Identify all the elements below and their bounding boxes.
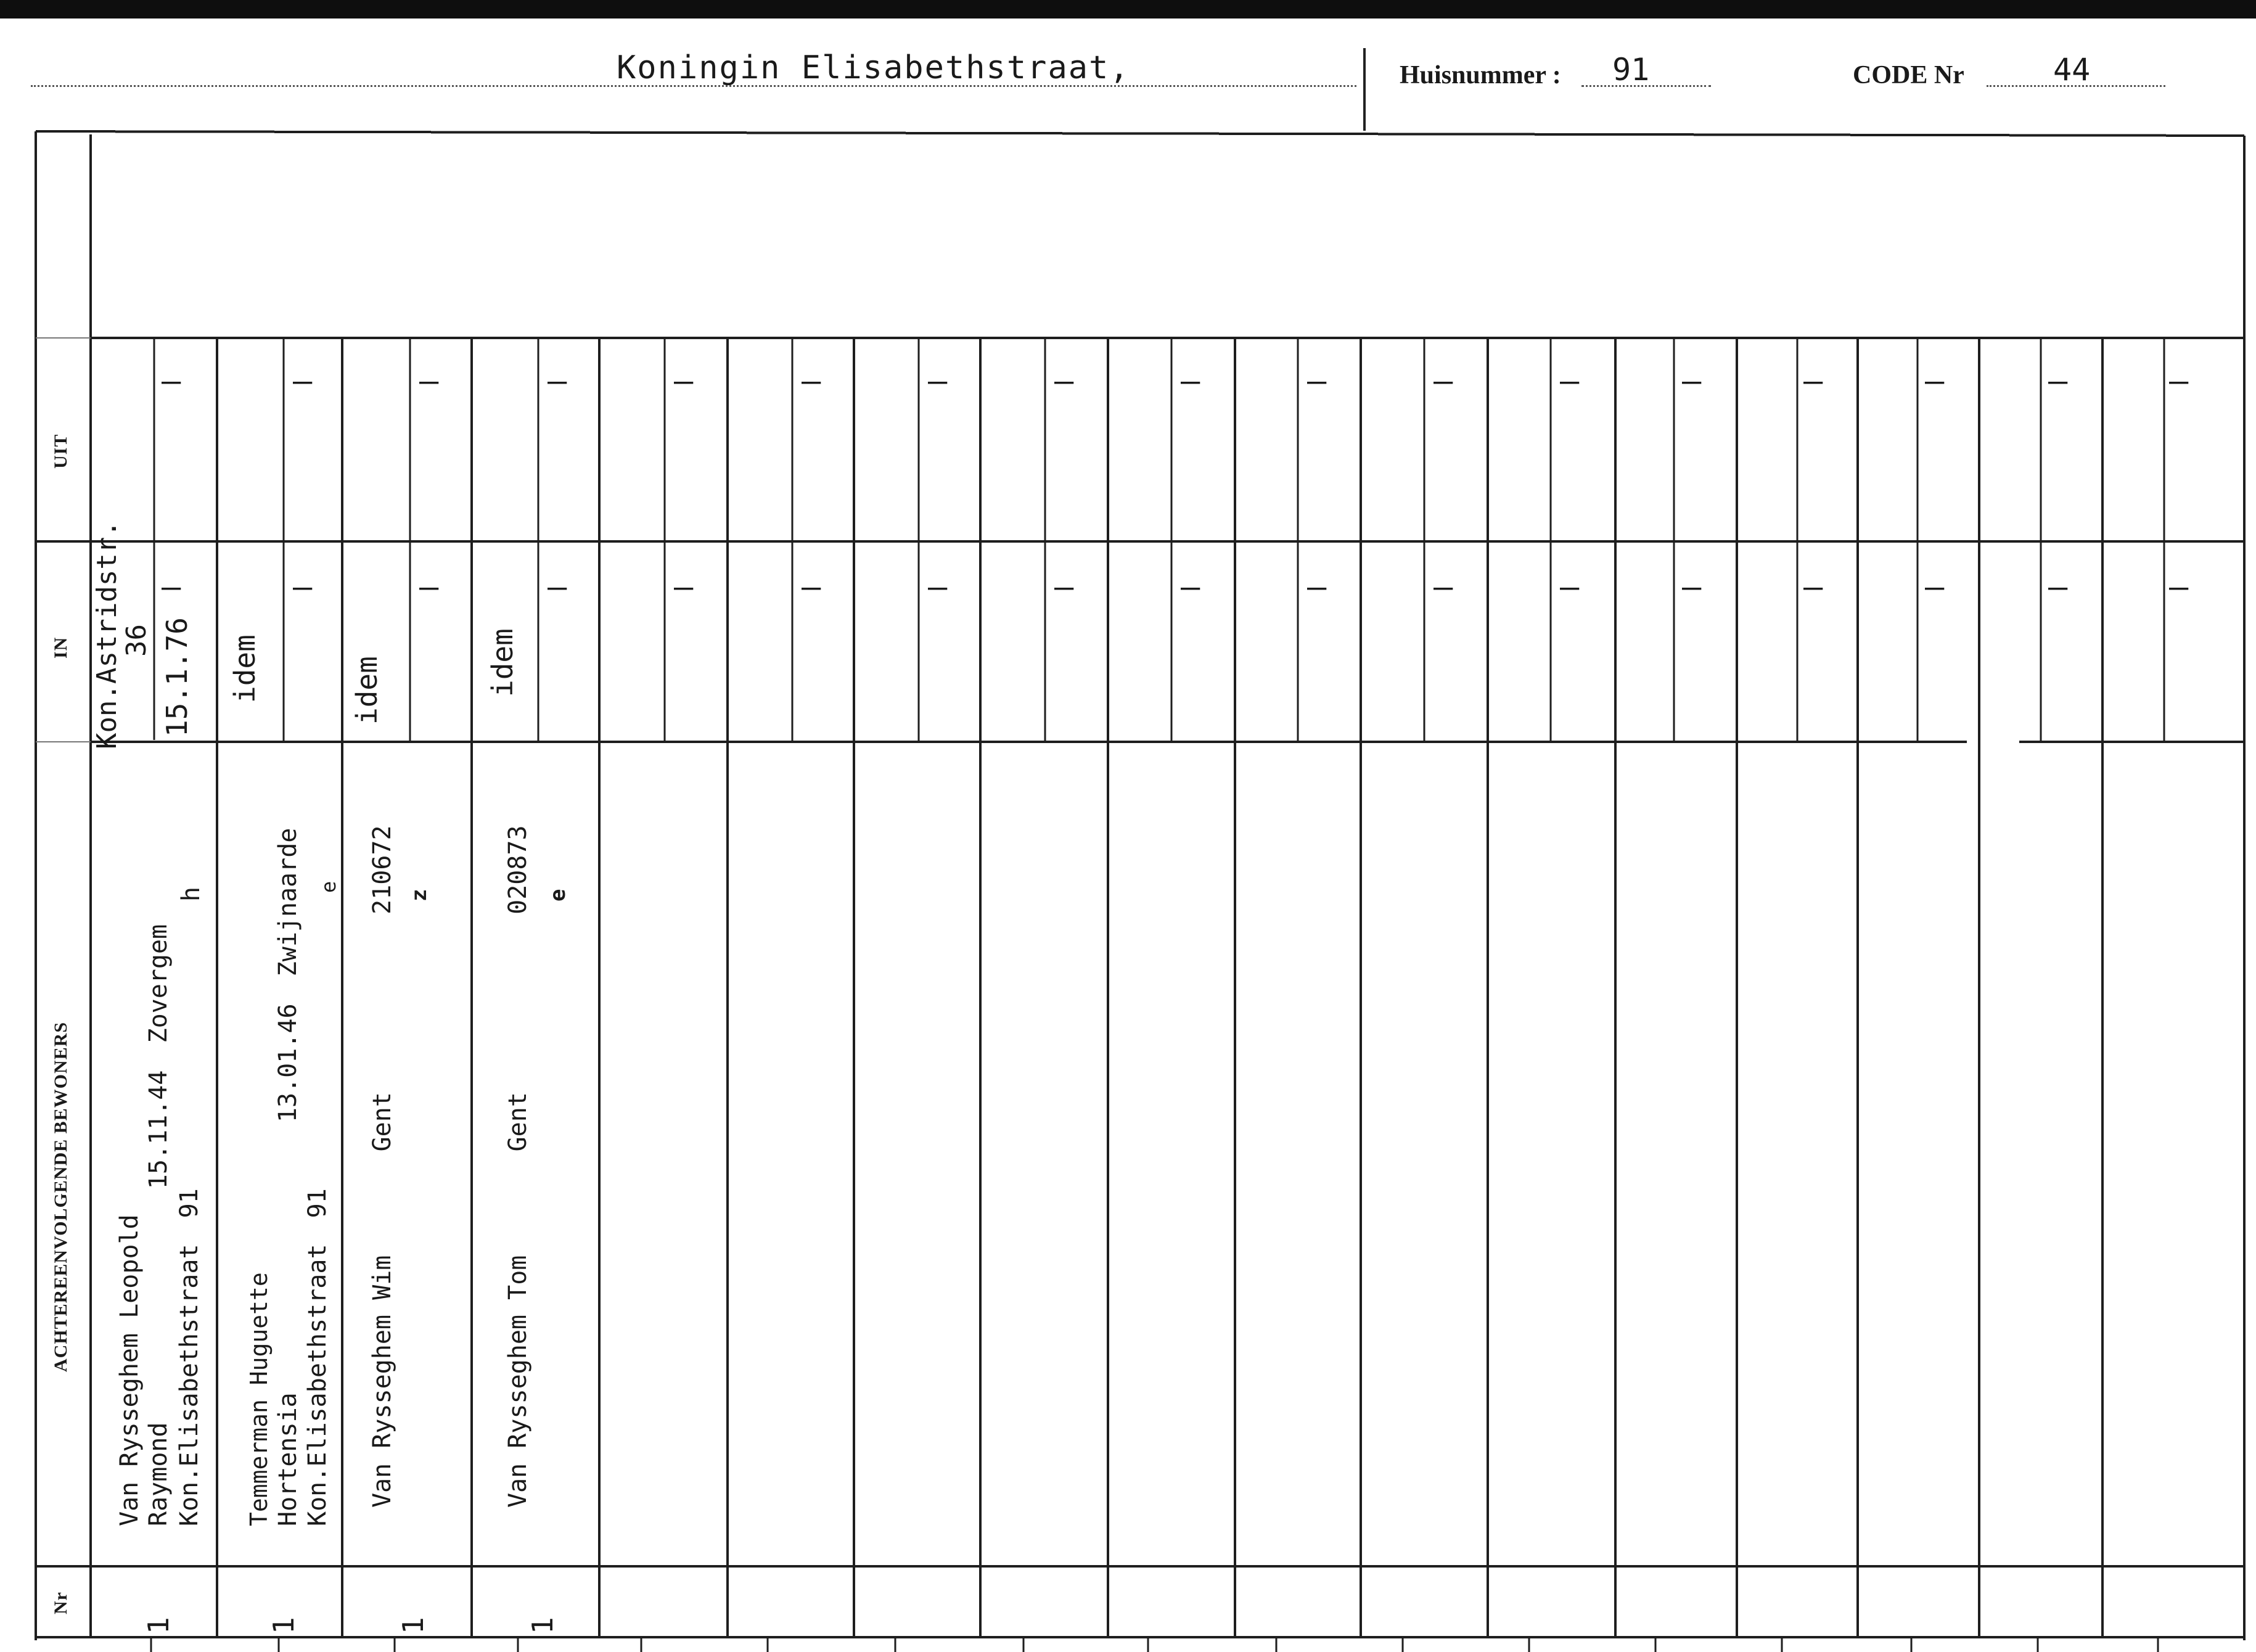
- entry-2-birthplace: Zwijnaarde: [274, 828, 302, 977]
- hatch-mark: —: [1560, 569, 1580, 606]
- entry-1-in-note-line2: 36: [121, 624, 152, 657]
- entry-1-address-line: [174, 1188, 205, 1526]
- hatch-mark: —: [802, 569, 821, 606]
- hatch-mark: —: [293, 569, 313, 606]
- row-label-uit: UIT: [51, 434, 71, 469]
- entry-4-marker: e: [546, 889, 570, 902]
- entry-3-marker: z: [407, 889, 432, 902]
- entry-1-address: Kon.Elisabethstraat: [175, 1244, 203, 1526]
- entry-1-in-note: [92, 520, 152, 749]
- hatch-mark: —: [802, 363, 821, 400]
- hatch-mark: —: [1307, 363, 1327, 400]
- entry-2-address: Kon.Elisabethstraat: [303, 1244, 332, 1526]
- entry-4-birth: 020873: [504, 825, 532, 914]
- entry-1-in-date: 15.1.76: [160, 617, 194, 737]
- entry-1-birthplace: Zovergem: [144, 924, 173, 1043]
- hatch-mark: —: [2048, 569, 2068, 606]
- code-value: 44: [2053, 52, 2091, 88]
- hatch-mark: —: [1925, 569, 1945, 606]
- hatch-mark: —: [293, 363, 313, 400]
- entry-1-nr: 1: [142, 1617, 175, 1634]
- entry-2-name-line2: [273, 828, 303, 1526]
- hatch-mark: —: [1682, 363, 1702, 400]
- entry-1-name: Van Rysseghem Leopold: [115, 1214, 144, 1526]
- entry-3-nr: 1: [396, 1617, 430, 1634]
- entry-3-name-line1: [367, 825, 398, 1508]
- hatch-mark: —: [1803, 569, 1823, 606]
- entry-3-in-date: idem: [350, 656, 384, 725]
- hatch-mark: —: [162, 569, 181, 606]
- hatch-mark: —: [1925, 363, 1945, 400]
- hatch-mark: —: [1181, 363, 1200, 400]
- hatch-mark: —: [162, 363, 181, 400]
- entry-1-in-note-line1: Kon.Astridstr.: [91, 520, 123, 749]
- hatch-mark: —: [1682, 569, 1702, 606]
- entry-1-name-line2: [143, 924, 174, 1526]
- hatch-mark: —: [928, 569, 948, 606]
- entry-4-name: Van Rysseghem Tom: [504, 1255, 532, 1508]
- entry-2-marker: e: [317, 881, 340, 893]
- entry-2-nr: 1: [267, 1617, 300, 1634]
- hatch-mark: —: [2169, 363, 2189, 400]
- hatch-mark: —: [1560, 363, 1580, 400]
- entry-4-in-date: idem: [486, 628, 519, 697]
- entry-4-name-line1: [502, 825, 533, 1508]
- hatch-mark: —: [2169, 569, 2189, 606]
- hatch-mark: —: [1054, 569, 1074, 606]
- street-name: Koningin Elisabethstraat,: [617, 49, 1130, 86]
- hatch-mark: —: [1803, 363, 1823, 400]
- entry-1-firstname: Raymond: [144, 1422, 173, 1526]
- row-label-nr: Nr: [51, 1592, 71, 1614]
- hatch-mark: —: [1181, 569, 1200, 606]
- hatch-mark: —: [419, 569, 439, 606]
- entry-2-name-line1: [244, 1272, 274, 1526]
- hatch-mark: —: [1054, 363, 1074, 400]
- hatch-mark: —: [548, 363, 567, 400]
- entry-2-firstname: Hortensia: [274, 1392, 302, 1526]
- entry-4-nr: 1: [526, 1617, 559, 1634]
- huisnummer-value: 91: [1612, 52, 1650, 88]
- entry-3-birth: 210672: [368, 825, 396, 914]
- entry-2-name: Temmerman Huguette: [245, 1272, 273, 1526]
- hatch-mark: —: [419, 363, 439, 400]
- row-label-in: IN: [51, 636, 71, 659]
- hatch-mark: —: [674, 569, 694, 606]
- row-label-residents: ACHTEREENVOLGENDE BEWONERS: [51, 1021, 71, 1372]
- code-label: CODE Nr: [1853, 61, 1964, 89]
- hatch-mark: —: [928, 363, 948, 400]
- hatch-mark: —: [1434, 569, 1453, 606]
- huisnummer-label: Huisnummer :: [1400, 61, 1561, 89]
- entry-2-in-date: idem: [228, 635, 261, 703]
- hatch-mark: —: [548, 569, 567, 606]
- entry-2-address-no: 91: [303, 1188, 332, 1218]
- entry-1-birth: 15.11.44: [144, 1070, 173, 1190]
- entry-2-address-line: [302, 1188, 333, 1526]
- entry-1-name-line1: [114, 1214, 145, 1526]
- entry-1-address-no: 91: [175, 1188, 203, 1218]
- entry-2-birth: 13.01.46: [274, 1003, 302, 1123]
- hatch-mark: —: [1307, 569, 1327, 606]
- entry-3-birthplace: Gent: [368, 1092, 396, 1152]
- entry-1-marker: h: [177, 886, 205, 902]
- entry-3-name: Van Rysseghem Wim: [368, 1255, 396, 1508]
- entry-4-birthplace: Gent: [504, 1092, 532, 1152]
- hatch-mark: —: [674, 363, 694, 400]
- hatch-mark: —: [1434, 363, 1453, 400]
- hatch-mark: —: [2048, 363, 2068, 400]
